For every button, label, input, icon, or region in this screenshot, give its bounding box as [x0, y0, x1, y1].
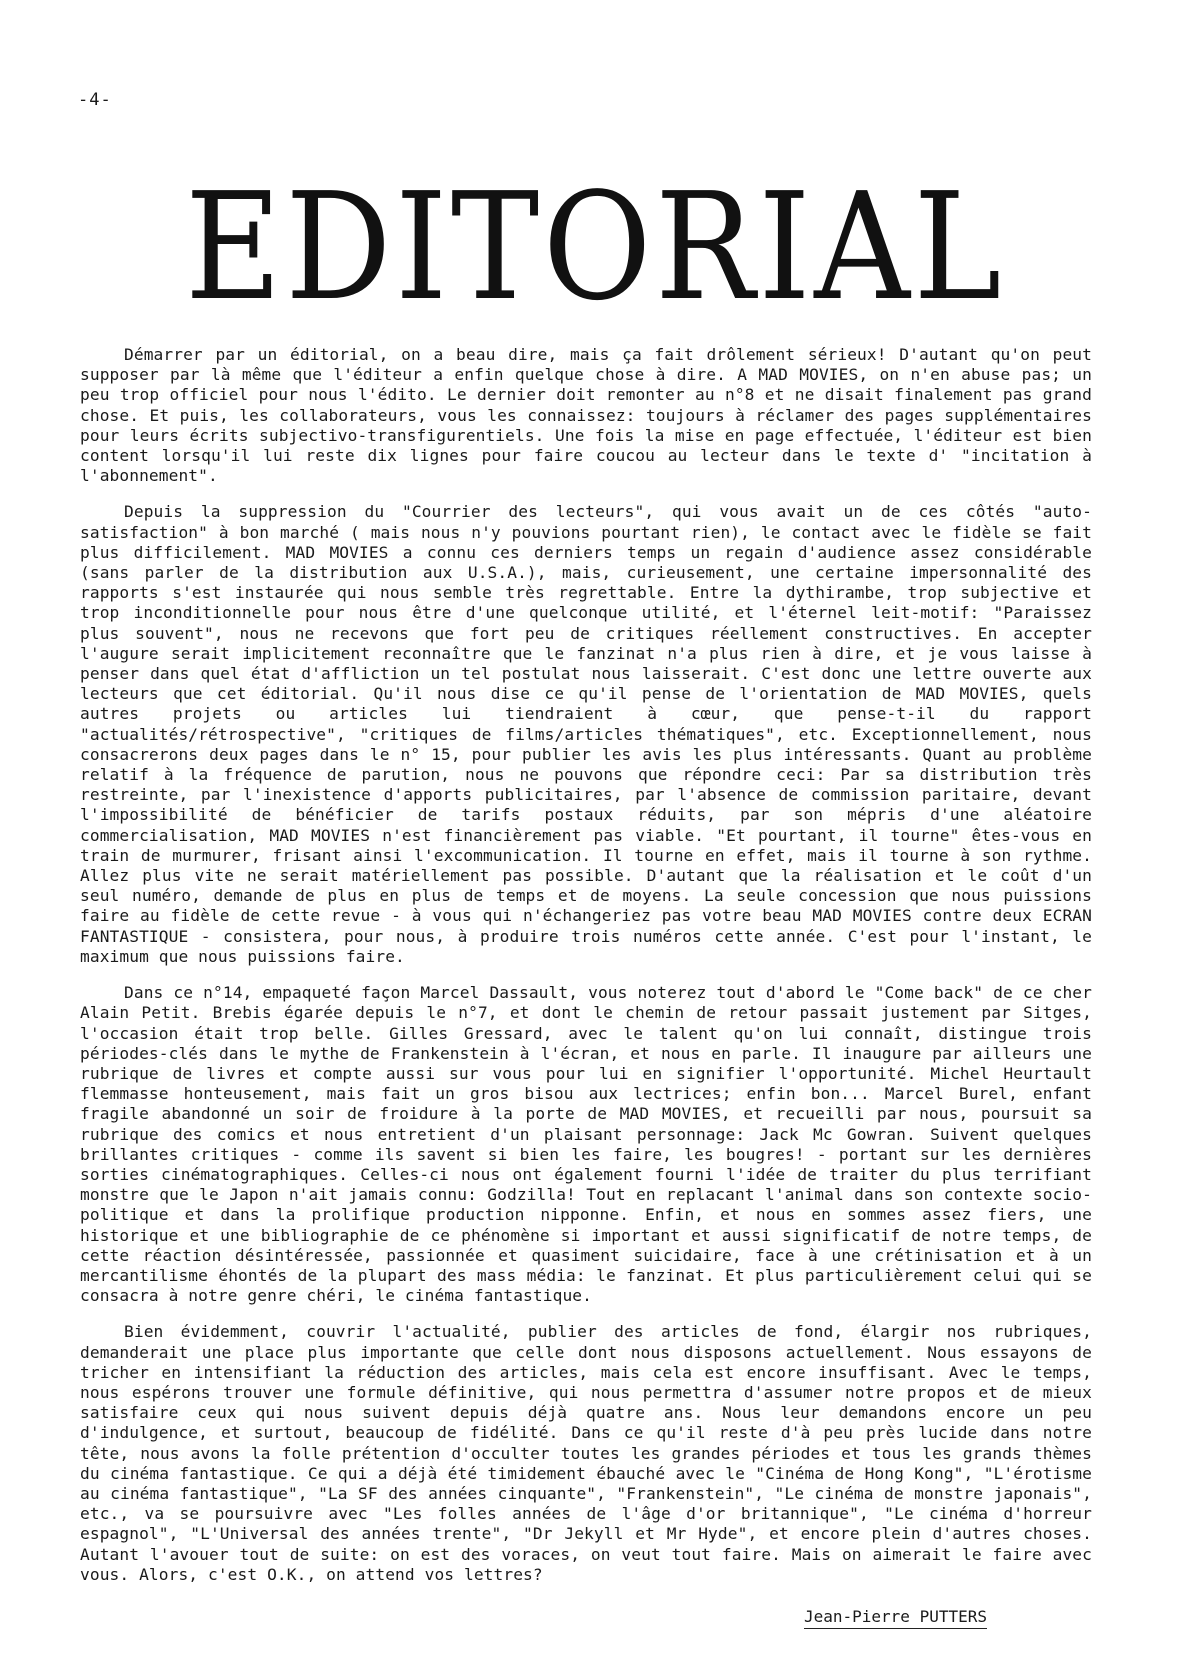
paragraph-intro: Démarrer par un éditorial, on a beau dire, mais ça fait drôlement sérieux! D'autant qu'on peut supposer par là même que l'éditeur a enfin quelque chose à dire. A MAD MOVIES, on n'en abuse pas; un peu trop officiel pour nous l'édito. Le dernier doit remonter au n°8 et ne disait finalement pas grand chose. Et puis, les collaborateurs, vous les connaissez: toujours à réclamer des pages supplémentaires pour leurs écrits subjectivo-transfigurentiels. Une fois la mise en page effectuée, l'éditeur est bien content lorsqu'il lui reste dix lignes pour faire coucou au lecteur dans le texte d' "incitation à l'abonnement". [80, 345, 1092, 486]
editorial-title-graphic [180, 150, 1010, 320]
paragraph-readers-letters: Depuis la suppression du "Courrier des lecteurs", qui vous avait un de ces côtés "auto-satisfaction" à bon marché ( mais nous n'y pouvions pourtant rien), le contact avec le fidèle se fait plus difficilement. MAD MOVIES a connu ces derniers temps un regain d'audience assez considérable (sans parler de la distribution aux U.S.A.), mais, curieusement, une certaine impersonnalité des rapports s'est instaurée qui nous semble très regrettable. Entre la dythirambe, trop subjective et trop inconditionnelle pour nous être d'une quelconque utilité, et l'éternel leit-motif: "Paraissez plus souvent", nous ne recevons que fort peu de critiques réellement constructives. En accepter l'augure serait implicitement reconnaître que le fanzinat n'a plus rien à dire, et je vous laisse à penser dans quel état d'affliction un tel postulat nous laisserait. C'est donc une lettre ouverte aux lecteurs que cet éditorial. Qu'il nous dise ce qu'il pense de l'orientation de MAD MOVIES, quels autres projets ou articles lui tiendraient à cœur, que pense-t-il du rapport "actualités/rétrospective", "critiques de films/articles thématiques", etc. Exceptionnellement, nous consacrerons deux pages dans le n° 15, pour publier les avis les plus intéressants. Quant au problème relatif à la fréquence de parution, nous ne pouvons que répondre ceci: Par sa distribution très restreinte, par l'inexistence d'apports publicitaires, par l'absence de commission paritaire, devant l'impossibilité de bénéficier de tarifs postaux réduits, par son mépris d'une aléatoire commercialisation, MAD MOVIES n'est financièrement pas viable. "Et pourtant, il tourne" êtes-vous en train de murmurer, frisant ainsi l'excommunication. Il tourne en effet, mais il tourne à son rythme. Allez plus vite ne serait matériellement pas possible. D'autant que la réalisation et le coût d'un seul numéro, demande de plus en plus de temps et de moyens. La seule concession que nous puissions faire au fidèle de cette revue - à vous qui n'échangeriez pas votre beau MAD MOVIES contre deux ECRAN FANTASTIQUE - consistera, pour nous, à produire trois numéros cette année. C'est pour l'instant, le maximum que nous puissions faire. [80, 502, 1092, 966]
author-signature: Jean-Pierre PUTTERS [804, 1607, 987, 1629]
editorial-title [180, 150, 1010, 320]
editorial-body [80, 345, 1092, 1601]
paragraph-issue-contents: Dans ce n°14, empaqueté façon Marcel Dassault, vous noterez tout d'abord le "Come back" de ce cher Alain Petit. Brebis égarée depuis le n°7, et dont le chemin de retour passait justement par Sitges, l'occasion était trop belle. Gilles Gressard, avec le talent qu'on lui connaît, distingue trois périodes-clés dans le mythe de Frankenstein à l'écran, et nous en parle. Il inaugure par ailleurs une rubrique de livres et compte aussi sur vous pour lui en signifier l'opportunité. Michel Heurtault flemmasse honteusement, mais fait un gros bisou aux lectrices; enfin bon... Marcel Burel, enfant fragile abandonné un soir de froidure à la porte de MAD MOVIES, et recueilli par nous, poursuit sa rubrique des comics et nous entretient d'un plaisant personnage: Jack Mc Gowran. Suivent quelques brillantes critiques - comme ils savent si bien les faire, les bougres! - portant sur les dernières sorties cinématographiques. Celles-ci nous ont également fourni l'idée de traiter du plus terrifiant monstre que le Japon n'ait jamais connu: Godzilla! Tout en replacant l'animal dans son contexte socio-politique et dans la prolifique production nipponne. Enfin, et nous en sommes assez fiers, une historique et une bibliographie de ce phénomène si important et aussi significatif de notre temps, de cette réaction désintéressée, passionnée et quasiment suicidaire, face à une crétinisation et à un mercantilisme éhontés de la plupart des mass média: le fanzinat. Et plus particulièrement celui qui se consacra à notre genre chéri, le cinéma fantastique. [80, 983, 1092, 1306]
page-number: -4- [78, 90, 112, 110]
editorial-title-text: EDITORIAL [185, 161, 1005, 320]
paragraph-future-plans: Bien évidemment, couvrir l'actualité, publier des articles de fond, élargir nos rubriques, demanderait une place plus importante que celle dont nous disposons actuellement. Nous essayons de tricher en intensifiant la réduction des articles, mais cela est encore insuffisant. Avec le temps, nous espérons trouver une formule définitive, qui nous permettra d'assumer notre propos et de mieux satisfaire ceux qui nous suivent depuis déjà quatre ans. Nous leur demandons encore un peu d'indulgence, et surtout, beaucoup de fidélité. Dans ce qu'il reste d'à peu près lucide dans notre tête, nous avons la folle prétention d'occulter toutes les grandes périodes et tous les grands thèmes du cinéma fantastique. Ce qui a déjà été timidement ébauché avec le "Cinéma de Hong Kong", "L'érotisme au cinéma fantastique", "La SF des années cinquante", "Frankenstein", "Le cinéma de monstre japonais", etc., va se poursuivre avec "Les folles années de l'âge d'or britannique", "Le cinéma d'horreur espagnol", "L'Universal des années trente", "Dr Jekyll et Mr Hyde", et encore plein d'autres choses. Autant l'avouer tout de suite: on est des voraces, on veut tout faire. Mais on aimerait le faire avec vous. Alors, c'est O.K., on attend vos lettres? [80, 1322, 1092, 1584]
